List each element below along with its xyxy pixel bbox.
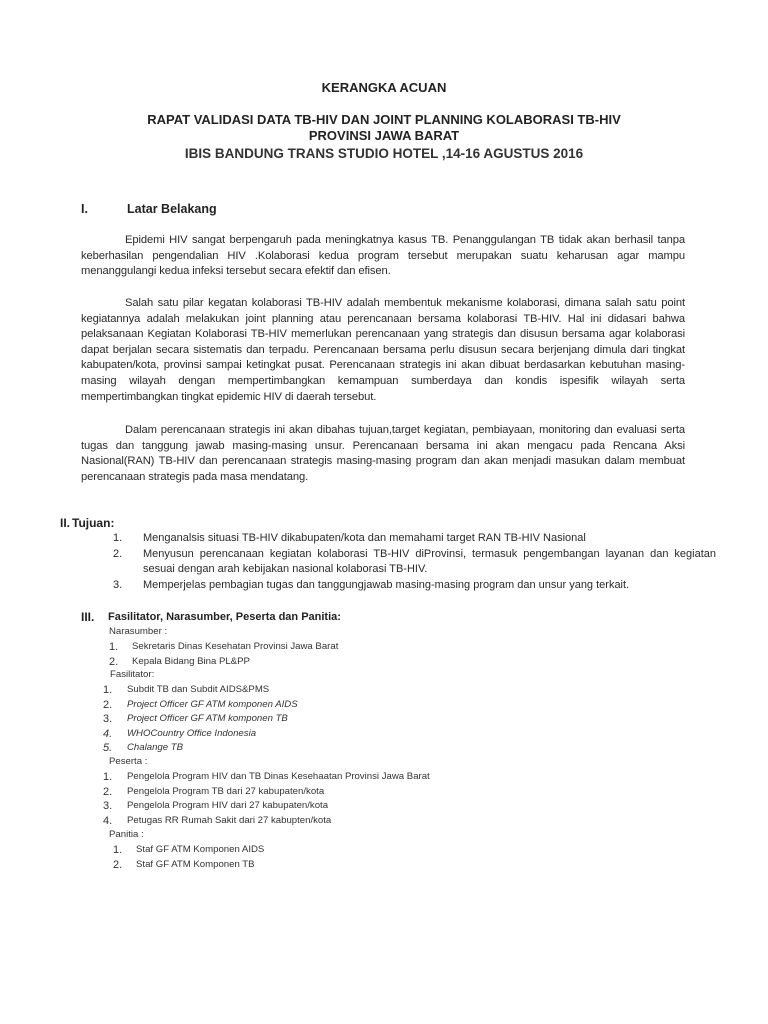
list-text: Petugas RR Rumah Sakit dari 27 kabupten/kota <box>127 814 332 826</box>
document-subtitle <box>0 112 768 144</box>
list-number: 3. <box>103 800 113 813</box>
list-number: 4. <box>103 727 113 740</box>
list-text: Menganalsis situasi TB-HIV dikabupaten/kota dan memahami target RAN TB-HIV Nasional <box>143 532 586 544</box>
list-text: WHOCountry Office Indonesia <box>127 727 257 739</box>
list-number: 1. <box>109 641 119 653</box>
list-number: 2. <box>113 547 123 560</box>
paragraph-1 <box>81 233 685 280</box>
list-text: Subdit TB dan Subdit AIDS&PMS <box>127 684 270 695</box>
list-number: 2. <box>113 858 123 871</box>
paragraph-1-text: Epidemi HIV sangat berpengaruh pada meningkatnya kasus TB. Penanggulangan TB tidak akan berhasil tanpa keberhasilan pengendalian HIV .Kolaborasi kedua program tersebut merupakan suatu keharusan agar mampu menanggulangi kedua infeksi tersebut secara efektif dan efisen. <box>81 234 685 278</box>
section-2-title: Tujuan: <box>72 516 115 530</box>
peserta-label: Peserta : <box>109 756 148 767</box>
list-text: Project Officer GF ATM komponen TB <box>127 713 288 725</box>
list-text: Memperjelas pembagian tugas dan tanggungjawab masing-masing program dan unsur yang terkait. <box>143 578 630 591</box>
narasumber-label: Narasumber : <box>109 626 168 637</box>
list-text: Kepala Bidang Bina PL&PP <box>132 655 250 667</box>
list-text: Staf GF ATM Komponen AIDS <box>136 844 265 855</box>
paragraph-2 <box>81 296 685 405</box>
document-title: KERANGKA ACUAN <box>321 80 447 95</box>
paragraph-2-text: Salah satu pilar kegatan kolaborasi TB-HIV adalah membentuk mekanisme kolaborasi, dimana salah satu point kegiatannya adalah melakukan joint planning atau perencanaan bersama kolaborasi TB-HIV. Hal ini didasari bahwa pelaksanaan Kegiatan Kolaborasi TB-HIV memerlukan perencanaan yang strategis dan disusun bersama agar kolaborasi dapat berjalan secara sistematis dan terpadu. Perencanaan bersama perlu disusun secara berjenjang dimula dari tingkat kabupaten/kota, provinsi sampai ketingkat pusat. Perencanaan strategis ini akan dibuat berdasarkan kebutuhan masing-masing wilayah dengan mempertimbangkan kemampuan sumberdaya dan kondis ispesifik wilayah serta mempertimbangkan tingkat epidemic HIV di daerah tersebut. <box>81 297 685 403</box>
list-number: 5. <box>103 742 113 755</box>
list-text: Pengelola Program TB dari 27 kabupaten/kota <box>127 785 325 797</box>
list-number: 1. <box>103 684 113 696</box>
subtitle-line-1: RAPAT VALIDASI DATA TB-HIV DAN JOINT PLANNING KOLABORASI TB-HIV <box>147 112 621 127</box>
list-number: 1. <box>113 844 123 856</box>
list-number: 1. <box>103 771 113 783</box>
list-number: 4. <box>103 814 113 827</box>
list-text: Pengelola Program HIV dan TB Dinas Kesehaatan Provinsi Jawa Barat <box>127 771 430 782</box>
list-number: 2. <box>103 785 113 798</box>
section-1-title: Latar Belakang <box>127 202 217 216</box>
list-text: Pengelola Program HIV dari 27 kabupaten/kota <box>127 800 329 812</box>
list-number: 1. <box>113 532 123 544</box>
paragraph-3-text: Dalam perencanaan strategis ini akan dibahas tujuan,target kegiatan, pembiayaan, monitoring dan evaluasi serta tugas dan tanggung jawab masing-masing unsur. Perencanaan bersama ini akan mengacu pada Rencana Aksi Nasional(RAN) TB-HIV dan perencanaan strategis masing-masing program dan akan menjadi masukan dalam membuat perencanaan strategis pada masa mendatang. <box>81 424 685 483</box>
section-2-number: II. <box>60 516 71 530</box>
section-1-number: I. <box>81 202 88 216</box>
panitia-label: Panitia : <box>109 829 144 840</box>
list-number: 2. <box>103 698 113 711</box>
list-number: 3. <box>113 578 123 591</box>
subtitle-line-2: PROVINSI JAWA BARAT <box>308 128 460 143</box>
list-text: Chalange TB <box>127 742 183 754</box>
venue-line: IBIS BANDUNG TRANS STUDIO HOTEL ,14-16 AGUSTUS 2016 <box>184 146 584 161</box>
fasilitator-label: Fasilitator: <box>110 669 155 680</box>
list-text: Project Officer GF ATM komponen AIDS <box>127 698 298 710</box>
list-text: Staf GF ATM Komponen TB <box>136 858 255 870</box>
paragraph-3 <box>81 423 685 485</box>
list-text: Menyusun perencanaan kegiatan kolaborasi TB-HIV diProvinsi, termasuk pengembangan layanan dan kegiatan sesuai dengan arah kebijakan nasional kolaborasi TB-HIV. <box>143 547 716 576</box>
list-number: 3. <box>103 713 113 726</box>
list-number: 2. <box>109 655 119 668</box>
list-text: Sekretaris Dinas Kesehatan Provinsi Jawa Barat <box>132 641 339 652</box>
section-3-number: III. <box>81 610 95 624</box>
section-3-title: Fasilitator, Narasumber, Peserta dan Panitia: <box>108 611 341 623</box>
